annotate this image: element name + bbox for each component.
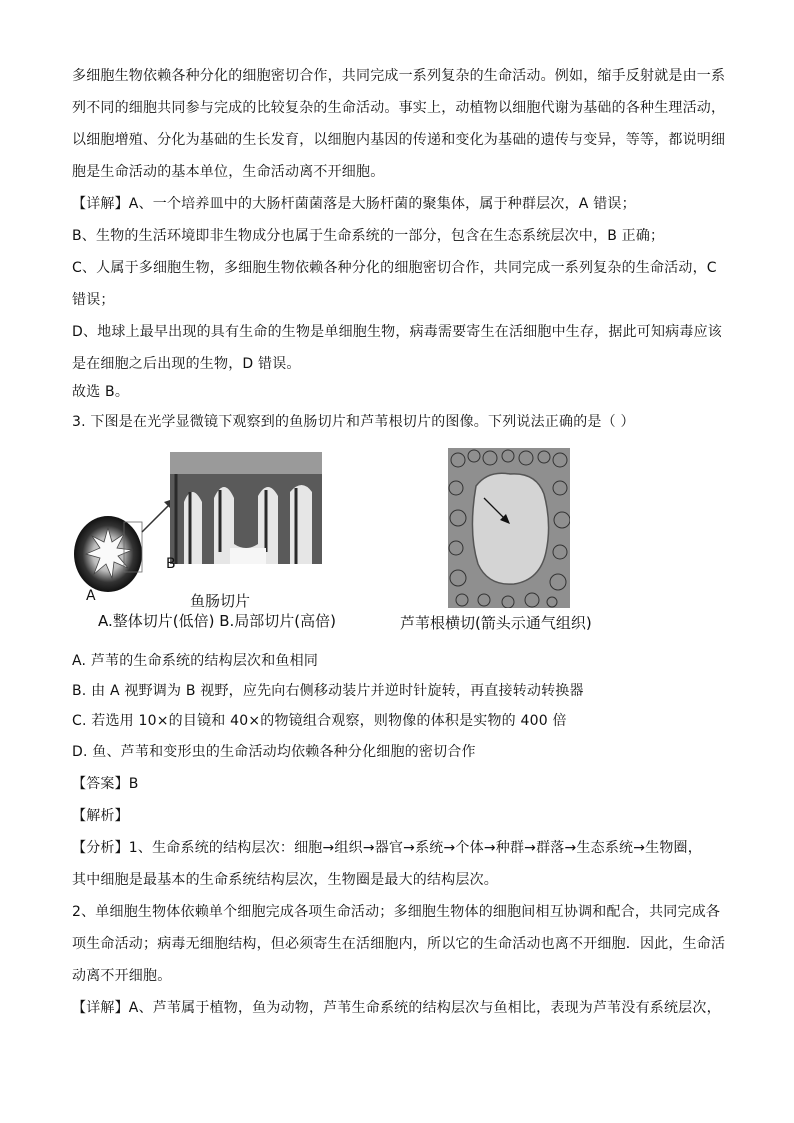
text-line: C、人属于多细胞生物，多细胞生物依赖各种分化的细胞密切合作，共同完成一系列复杂的生命活动，C: [72, 260, 717, 276]
text-line: 【详解】A、芦苇属于植物，鱼为动物，芦苇生命系统的结构层次与鱼相比，表现为芦苇没有系统层次，: [72, 1000, 721, 1016]
text-line: 2、单细胞生物体依赖单个细胞完成各项生命活动；多细胞生物体的细胞间相互协调和配合，共同完成各: [72, 904, 721, 920]
text-line: 列不同的细胞共同参与完成的比较复杂的生命活动。事实上，动植物以细胞代谢为基础的各种生理活动，: [72, 100, 726, 116]
option-a: A. 芦苇的生命系统的结构层次和鱼相同: [72, 653, 319, 669]
option-c: C. 若选用 10×的目镜和 40×的物镜组合观察，则物像的体积是实物的 400 倍: [72, 713, 567, 729]
label-b: B: [166, 556, 176, 572]
analysis-heading: 【解析】: [72, 808, 129, 824]
text-line: 【分析】1、生命系统的结构层次：细胞→组织→器官→系统→个体→种群→群落→生态系统→生物圈，: [72, 840, 702, 856]
option-b: B. 由 A 视野调为 B 视野，应先向右侧移动装片并逆时针旋转，再直接转动转换器: [72, 683, 584, 699]
text-line: 故选 B。: [72, 384, 130, 400]
text-line: 以细胞增殖、分化为基础的生长发育，以细胞内基因的传递和变化为基础的遗传与变异，等等，都说明细: [72, 132, 726, 148]
fish-section-title: 鱼肠切片: [190, 592, 251, 610]
figure: [72, 446, 632, 636]
option-d: D. 鱼、芦苇和变形虫的生命活动均依赖各种分化细胞的密切合作: [72, 744, 476, 760]
text-line: 项生命活动；病毒无细胞结构，但必须寄生在活细胞内，所以它的生命活动也离不开细胞．因此，生命活: [72, 936, 726, 952]
label-a: A: [86, 588, 96, 604]
fish-intestine-local-section-image: [170, 452, 322, 564]
answer: 【答案】B: [72, 776, 139, 792]
text-line: B、生物的生活环境即非生物成分也属于生命系统的一部分，包含在生态系统层次中，B 正确；: [72, 228, 665, 244]
text-line: 【详解】A、一个培养皿中的大肠杆菌菌落是大肠杆菌的聚集体，属于种群层次，A 错误；: [72, 196, 636, 212]
reed-root-section-image: [448, 448, 570, 608]
text-line: 动离不开细胞。: [72, 968, 172, 984]
text-line: 是在细胞之后出现的生物，D 错误。: [72, 356, 301, 372]
text-line: 其中细胞是最基本的生命系统结构层次，生物圈是最大的结构层次。: [72, 872, 498, 888]
text-line: 胞是生命活动的基本单位，生命活动离不开细胞。: [72, 164, 385, 180]
question-stem: 3. 下图是在光学显微镜下观察到的鱼肠切片和芦苇根切片的图像。下列说法正确的是（ ）: [72, 414, 635, 430]
text-line: 多细胞生物依赖各种分化的细胞密切合作，共同完成一系列复杂的生命活动。例如，缩手反射就是由一系: [72, 68, 726, 84]
text-line: 错误；: [72, 292, 115, 308]
text-line: D、地球上最早出现的具有生命的生物是单细胞生物，病毒需要寄生在活细胞中生存，据此可知病毒应该: [72, 324, 722, 340]
fish-section-caption: A.整体切片(低倍) B.局部切片(高倍): [98, 612, 337, 630]
reed-section-caption: 芦苇根横切(箭头示通气组织): [400, 614, 592, 632]
